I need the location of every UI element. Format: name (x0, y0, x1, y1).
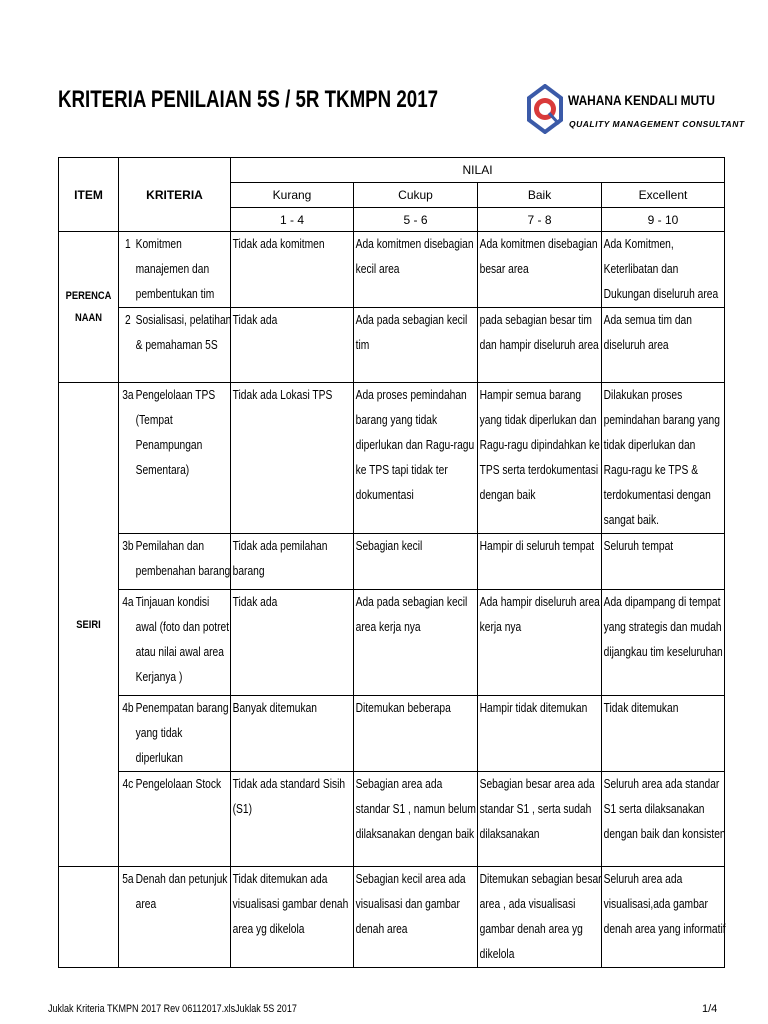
header-range: 1 - 4 (231, 208, 354, 232)
cukup-cell: Sebagian kecil area ada visualisasi dan gambar denah area (354, 867, 478, 968)
kurang-cell: Tidak ada (231, 308, 354, 383)
row-number: 2 (119, 308, 134, 383)
cukup-cell: Sebagian kecil (354, 534, 478, 590)
table-row (59, 308, 725, 383)
cukup-cell: Sebagian area ada standar S1 , namun belum dilaksanakan dengan baik (354, 772, 478, 867)
baik-cell: Ada hampir diseluruh area kerja nya (478, 590, 602, 696)
baik-cell: Hampir di seluruh tempat (478, 534, 602, 590)
header-nilai: NILAI (231, 158, 725, 183)
cukup-cell: Ada pada sebagian kecil tim (354, 308, 478, 383)
baik-cell: Ditemukan sebagian besar area , ada visualisasi gambar denah area yg dikelola (478, 867, 602, 968)
excellent-cell: Ada Komitmen, Keterlibatan dan Dukungan diseluruh area (602, 232, 725, 308)
page-title: KRITERIA PENILAIAN 5S / 5R TKMPN 2017 (58, 86, 439, 113)
row-number: 3a (119, 383, 134, 534)
baik-cell: Sebagian besar area ada standar S1 , serta sudah dilaksanakan (478, 772, 602, 867)
row-number: 4a (119, 590, 134, 696)
table-row (59, 696, 725, 772)
kriteria-cell: Komitmen manajemen dan pembentukan tim (134, 232, 231, 308)
kriteria-cell: Denah dan petunjuk area (134, 867, 231, 968)
kriteria-cell: Pengelolaan Stock (134, 772, 231, 867)
brand-name: WAHANA KENDALI MUTU (568, 92, 715, 108)
baik-cell: pada sebagian besar tim dan hampir diseluruh area (478, 308, 602, 383)
header-level: Cukup (354, 183, 478, 208)
cukup-cell: Ditemukan beberapa (354, 696, 478, 772)
table-row (59, 383, 725, 534)
cukup-cell: Ada proses pemindahan barang yang tidak diperlukan dan Ragu-ragu ke TPS tapi tidak ter dokumentasi (354, 383, 478, 534)
row-number: 4b (119, 696, 134, 772)
kurang-cell: Tidak ada (231, 590, 354, 696)
baik-cell: Hampir tidak ditemukan (478, 696, 602, 772)
kriteria-cell: Penempatan barang yang tidak diperlukan (134, 696, 231, 772)
kurang-cell: Tidak ada komitmen (231, 232, 354, 308)
row-number: 3b (119, 534, 134, 590)
table-row (59, 590, 725, 696)
row-number: 1 (119, 232, 134, 308)
baik-cell: Ada komitmen disebagian besar area (478, 232, 602, 308)
brand-tagline: QUALITY MANAGEMENT CONSULTANT (569, 119, 745, 129)
kriteria-cell: Tinjauan kondisi awal (foto dan potret atau nilai awal area Kerjanya ) (134, 590, 231, 696)
company-logo (525, 84, 565, 134)
baik-cell: Hampir semua barang yang tidak diperlukan dan Ragu-ragu dipindahkan ke TPS serta terdokumentasi dengan baik (478, 383, 602, 534)
table-row (59, 772, 725, 867)
excellent-cell: Ada semua tim dan diseluruh area (602, 308, 725, 383)
excellent-cell: Tidak ditemukan (602, 696, 725, 772)
kriteria-cell: Pengelolaan TPS (Tempat Penampungan Sementara) (134, 383, 231, 534)
excellent-cell: Seluruh tempat (602, 534, 725, 590)
item-cell: SEIRI (59, 383, 119, 867)
cukup-cell: Ada komitmen disebagian kecil area (354, 232, 478, 308)
excellent-cell: Ada dipampang di tempat yang strategis dan mudah dijangkau tim keseluruhan (602, 590, 725, 696)
header-level: Baik (478, 183, 602, 208)
header-kriteria: KRITERIA (119, 158, 231, 232)
header-level: Kurang (231, 183, 354, 208)
header-item: ITEM (59, 158, 119, 232)
kriteria-cell: Sosialisasi, pelatihan & pemahaman 5S (134, 308, 231, 383)
header-range: 7 - 8 (478, 208, 602, 232)
kurang-cell: Tidak ditemukan ada visualisasi gambar denah area yg dikelola (231, 867, 354, 968)
table-row (59, 534, 725, 590)
criteria-table (58, 157, 725, 968)
footer-filename: Juklak Kriteria TKMPN 2017 Rev 06112017.xlsJuklak 5S 2017 (48, 1003, 297, 1015)
kurang-cell: Tidak ada Lokasi TPS (231, 383, 354, 534)
excellent-cell: Seluruh area ada visualisasi,ada gambar denah area yang informatif (602, 867, 725, 968)
row-number: 4c (119, 772, 134, 867)
row-number: 5a (119, 867, 134, 968)
kurang-cell: Banyak ditemukan (231, 696, 354, 772)
header-range: 5 - 6 (354, 208, 478, 232)
header-level: Excellent (602, 183, 725, 208)
kurang-cell: Tidak ada pemilahan barang (231, 534, 354, 590)
header-range: 9 - 10 (602, 208, 725, 232)
page-number: 1/4 (702, 1003, 718, 1015)
table-row (59, 232, 725, 308)
item-cell (59, 867, 119, 968)
excellent-cell: Seluruh area ada standar S1 serta dilaksanakan dengan baik dan konsisten (602, 772, 725, 867)
item-cell: PERENCA NAAN (59, 232, 119, 383)
kurang-cell: Tidak ada standard Sisih (S1) (231, 772, 354, 867)
kriteria-cell: Pemilahan dan pembenahan barang (134, 534, 231, 590)
cukup-cell: Ada pada sebagian kecil area kerja nya (354, 590, 478, 696)
excellent-cell: Dilakukan proses pemindahan barang yang tidak diperlukan dan Ragu-ragu ke TPS & terdokumentasi dengan sangat baik. (602, 383, 725, 534)
table-row (59, 867, 725, 968)
